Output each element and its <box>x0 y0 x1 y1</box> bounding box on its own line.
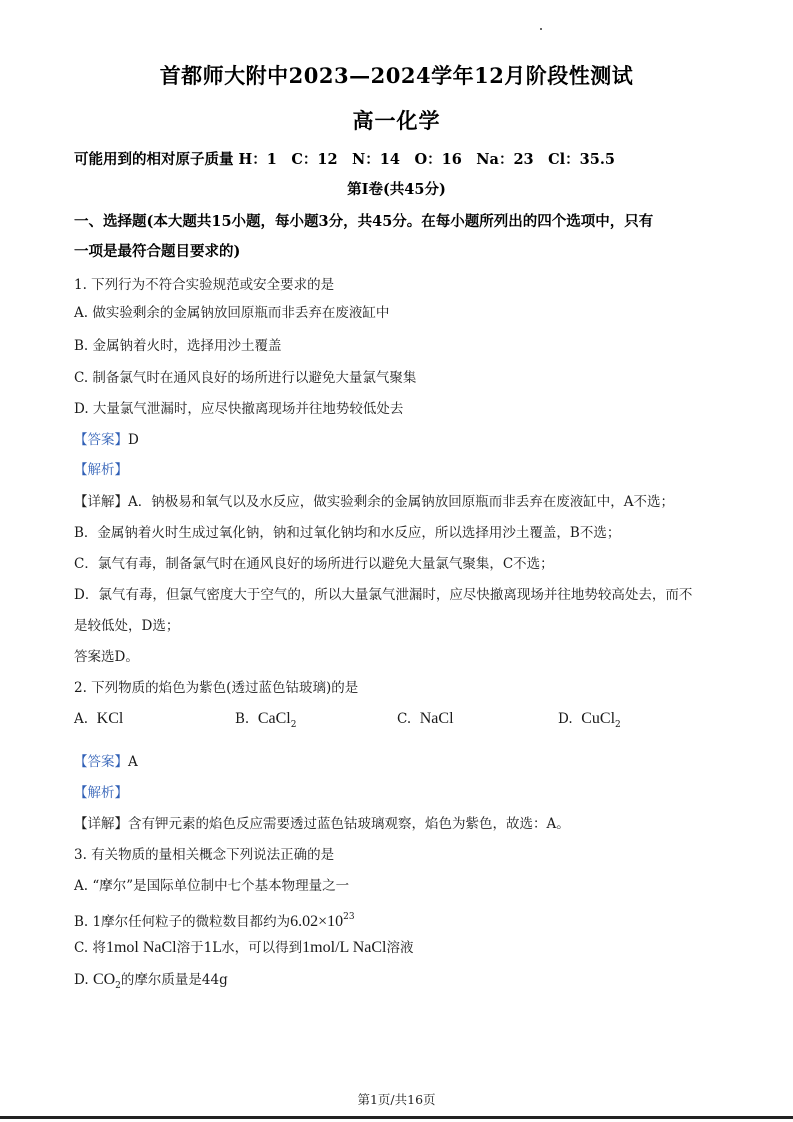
q1-detail-line2: B．金属钠着火时生成过氧化钠，钠和过氧化钠均和水反应，所以选择用沙土覆盖，B不选； <box>74 525 621 541</box>
q1-answer <box>74 430 139 450</box>
exponent: 23 <box>343 912 355 922</box>
q1-option-a: A. 做实验剩余的金属钠放回原瓶而非丢弃在废液缸中 <box>74 305 390 321</box>
formula-concentration: 1mol/L NaCl <box>302 939 387 956</box>
option-text: 溶液 <box>386 940 414 956</box>
page-footer: 第1页/共16页 <box>357 1092 436 1107</box>
q3-option-c <box>74 938 413 958</box>
option-formula: KCl <box>96 710 124 727</box>
section-heading-line1: 一、选择题(本大题共15小题，每小题3分，共45分。在每小题所列出的四个选项中，只有 <box>74 213 654 230</box>
option-text: 的摩尔质量是44g <box>120 972 228 988</box>
formula-subscript: 2 <box>615 720 621 730</box>
option-formula: CO <box>92 971 116 988</box>
q3-option-a: A. “摩尔”是国际单位制中七个基本物理量之一 <box>74 878 350 894</box>
option-formula: NaCl <box>419 710 454 727</box>
q1-option-b: B. 金属钠着火时，选择用沙土覆盖 <box>74 338 282 354</box>
q1-detail-line4: D．氯气有毒，但氯气密度大于空气的，所以大量氯气泄漏时，应尽快撤离现场并往地势较高处去，而不 <box>74 587 693 603</box>
subject-title: 高一化学 <box>352 108 441 133</box>
q1-stem: 1. 下列行为不符合实验规范或安全要求的是 <box>74 277 335 293</box>
detail-text: 含有钾元素的焰色反应需要透过蓝色钴玻璃观察，焰色为紫色，故选：A。 <box>128 816 570 832</box>
option-letter: D. <box>558 711 573 727</box>
detail-tag: 【详解】 <box>74 816 128 832</box>
q2-answer <box>74 752 138 772</box>
q1-option-d: D. 大量氯气泄漏时，应尽快撤离现场并往地势较低处去 <box>74 401 404 417</box>
q2-option-a <box>74 709 123 729</box>
answer-value: A <box>128 754 138 770</box>
exam-title: 首都师大附中2023—2024学年12月阶段性测试 <box>159 63 634 88</box>
bottom-rule <box>0 1116 793 1119</box>
answer-tag: 【答案】 <box>74 432 128 448</box>
option-formula: CuCl <box>581 710 616 727</box>
q1-detail-line3: C．氯气有毒，制备氯气时在通风良好的场所进行以避免大量氯气聚集，C不选； <box>74 556 554 572</box>
section-heading-line2: 一项是最符合题目要求的) <box>74 243 241 260</box>
option-formula: CaCl <box>257 710 291 727</box>
q2-stem: 2. 下列物质的焰色为紫色(透过蓝色钴玻璃)的是 <box>74 680 359 696</box>
analysis-tag: 【解析】 <box>74 785 128 801</box>
option-text: C. 将 <box>74 940 106 956</box>
q3-option-d <box>74 970 228 996</box>
option-letter: C. <box>397 711 412 727</box>
option-letter: B. <box>235 711 250 727</box>
option-text: 溶于1L水，可以得到 <box>176 940 303 956</box>
q3-stem: 3. 有关物质的量相关概念下列说法正确的是 <box>74 847 335 863</box>
scan-speck <box>540 28 542 30</box>
q2-analysis <box>74 783 128 803</box>
answer-value: D <box>128 432 139 448</box>
q2-option-d <box>558 709 621 735</box>
q1-analysis <box>74 460 128 480</box>
answer-tag: 【答案】 <box>74 754 128 770</box>
formula-subscript: 2 <box>290 720 297 730</box>
option-letter: A. <box>74 711 89 727</box>
q1-detail-line1 <box>74 492 674 512</box>
formula-subscript: 2 <box>115 981 121 991</box>
formula-amount: 1mol NaCl <box>105 939 177 956</box>
q1-detail-line5: 是较低处，D选； <box>74 618 180 634</box>
option-text: D. <box>74 972 93 988</box>
analysis-tag: 【解析】 <box>74 462 128 478</box>
q3-option-b <box>74 907 355 932</box>
part-title: 第Ⅰ卷(共45分) <box>347 181 446 198</box>
detail-text: A．钠极易和氧气以及水反应，做实验剩余的金属钠放回原瓶而非丢弃在废液缸中，A不选； <box>128 494 674 510</box>
q2-option-c <box>397 709 454 729</box>
q2-option-b <box>235 709 296 735</box>
q2-detail <box>74 814 570 834</box>
option-text: B. 1摩尔任何粒子的微粒数目都约为 <box>74 914 291 930</box>
q1-option-c: C. 制备氯气时在通风良好的场所进行以避免大量氯气聚集 <box>74 370 417 386</box>
detail-tag: 【详解】 <box>74 494 128 510</box>
q1-conclusion: 答案选D。 <box>74 649 139 665</box>
avogadro-number: 6.02×10 <box>290 913 344 930</box>
atomic-masses: 可能用到的相对原子质量 H：1 C：12 N：14 O：16 Na：23 Cl：35.5 <box>74 151 615 168</box>
